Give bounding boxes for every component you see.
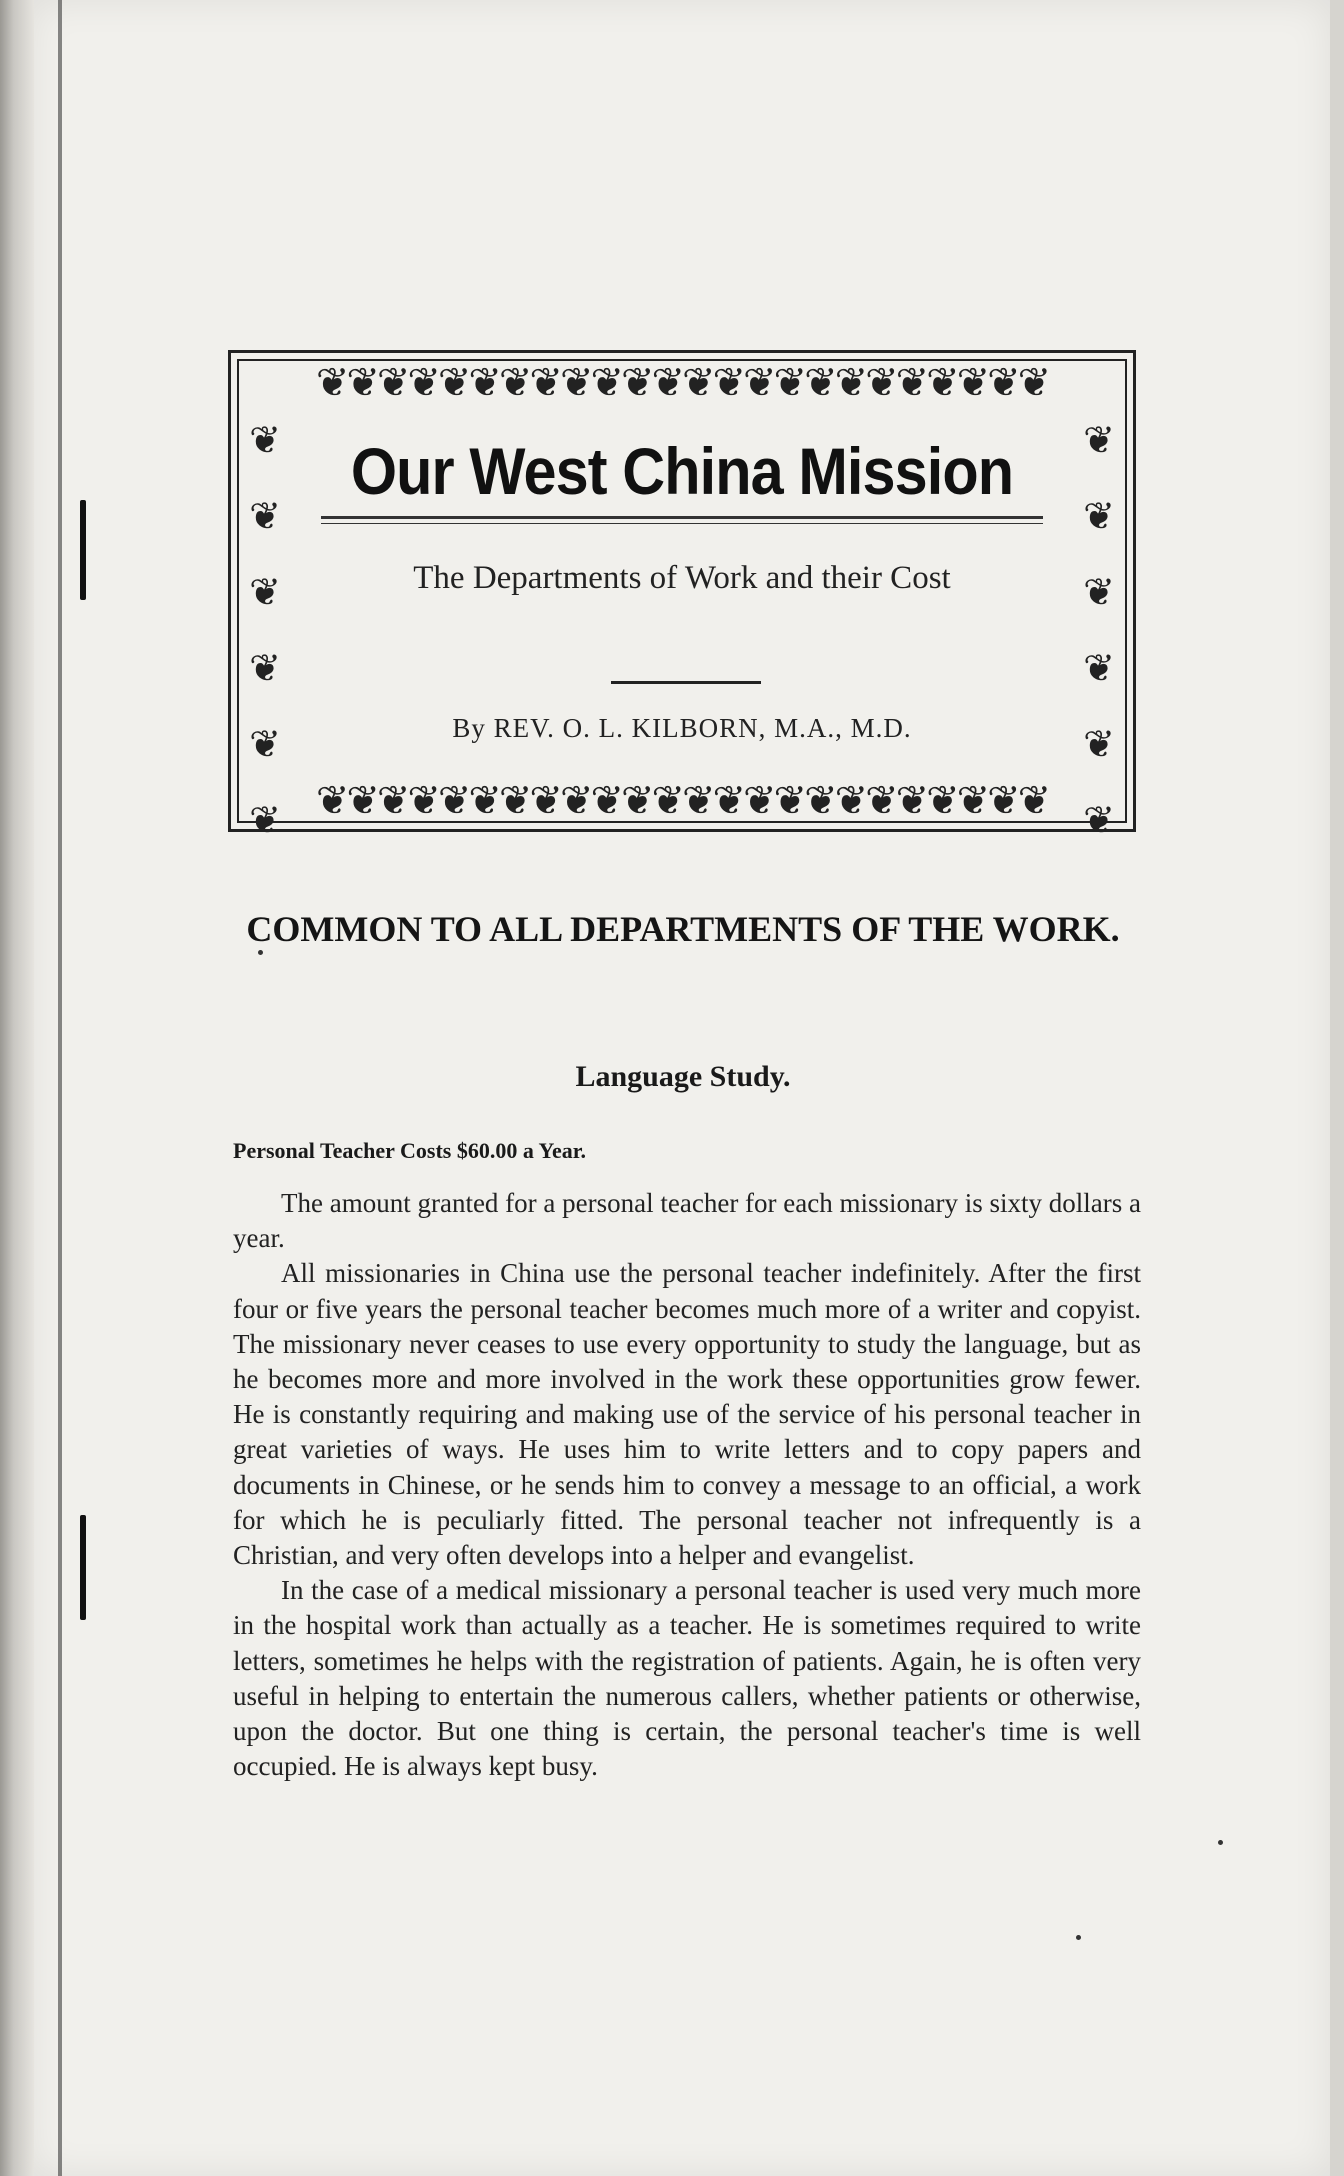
section-subheading: Language Study.	[575, 1060, 791, 1093]
title-frame	[228, 350, 1136, 842]
ornament-border-top: ❦❦❦❦❦❦❦❦❦❦❦❦❦❦❦❦❦❦❦❦❦❦❦❦	[315, 360, 1049, 405]
staple-bottom	[80, 1515, 86, 1620]
cost-sidenote: Personal Teacher Costs $60.00 a Year.	[233, 1138, 587, 1163]
author-byline: By REV. O. L. KILBORN, M.A., M.D.	[452, 713, 912, 743]
subtitle-rule	[611, 681, 761, 684]
speck	[258, 950, 263, 955]
paragraph: The amount granted for a personal teacher for each missionary is sixty dollars a year.	[233, 1188, 1141, 1254]
body-text	[233, 1186, 1141, 1784]
paragraph: In the case of a medical missionary a personal teacher is used very much more in the hospital work than actually as a teacher. He is sometimes required to write letters, sometimes he helps with the registration of patients. Again, he is often very useful in helping to entertain the numerous callers, whether patients or otherwise, upon the doctor. But one thing is certain, the personal teacher's time is well occupied. He is always kept busy.	[233, 1575, 1141, 1782]
document-title: Our West China Mission	[350, 434, 1014, 508]
section-heading: COMMON TO ALL DEPARTMENTS OF THE WORK.	[246, 909, 1120, 949]
ornament-border-left: ❦❦❦❦❦❦	[249, 420, 281, 842]
document-subtitle: The Departments of Work and their Cost	[413, 560, 951, 596]
page-edge	[58, 0, 62, 2176]
paragraph: All missionaries in China use the personal teacher indefinitely. After the first four or five years the personal teacher becomes much more of a writer and copyist. The missionary never ceases to use every opportunity to study the language, but as he becomes more and more involved in the work these opportunities grow fewer. He is constantly requiring and making use of the service of his personal teacher in great varieties of ways. He uses him to write letters and to copy papers and documents in Chinese, or he sends him to convey a message to an official, a work for which he is peculiarly fitted. The personal teacher not infrequently is a Christian, and very often develops into a helper and evangelist.	[233, 1258, 1141, 1571]
ornament-border-right: ❦❦❦❦❦❦	[1083, 420, 1115, 842]
staple-top	[80, 500, 86, 600]
title-rule	[321, 516, 1043, 524]
speck	[1076, 1935, 1081, 1940]
speck	[1218, 1840, 1223, 1845]
ornament-border-bottom: ❦❦❦❦❦❦❦❦❦❦❦❦❦❦❦❦❦❦❦❦❦❦❦❦	[315, 778, 1049, 823]
binding-spine	[0, 0, 34, 2176]
